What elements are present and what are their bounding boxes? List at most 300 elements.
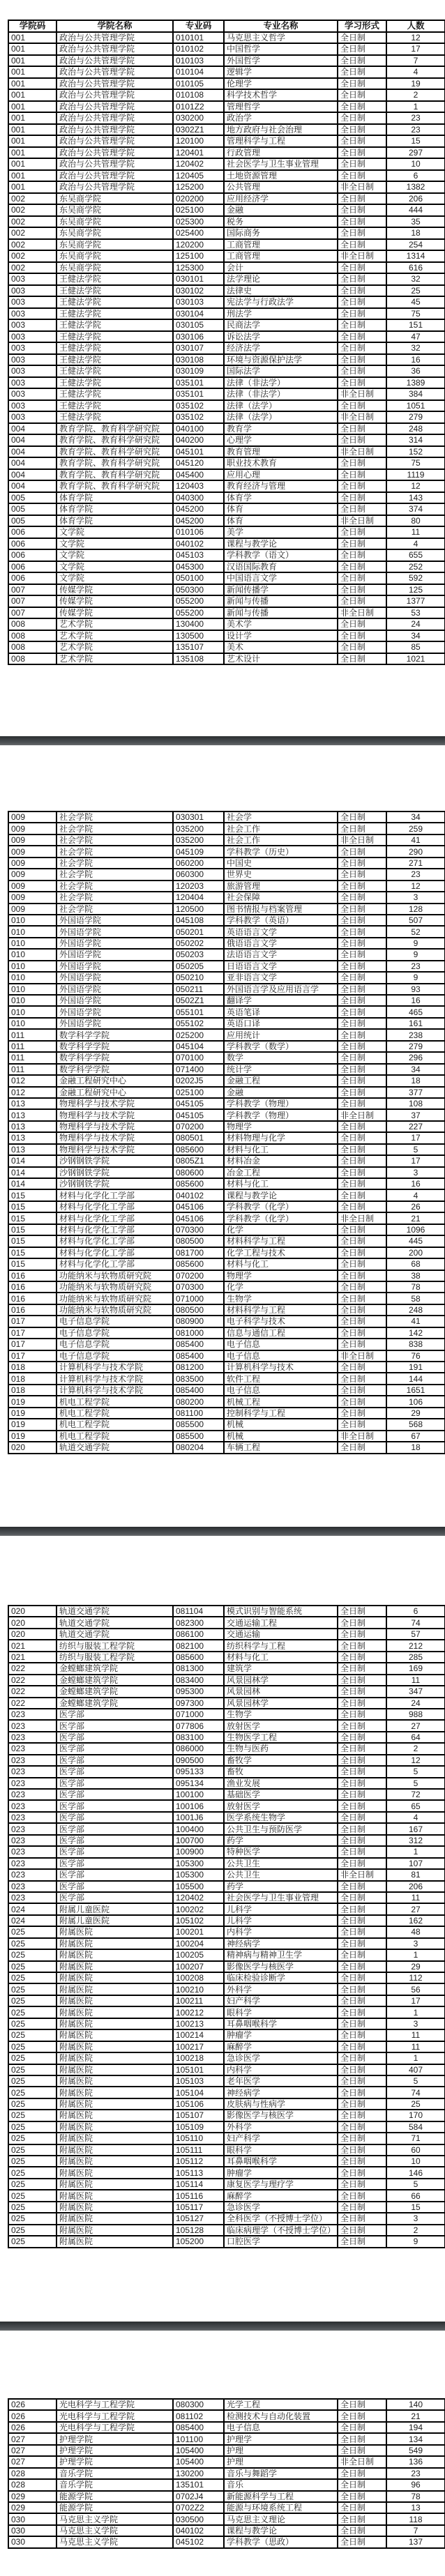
major-code-cell: 090500	[173, 1755, 224, 1766]
headcount-cell: 297	[386, 147, 445, 159]
headcount-cell: 6	[386, 170, 445, 182]
major-name-cell: 应用心理	[224, 469, 338, 481]
table-row	[8, 1892, 445, 1903]
study-form-cell: 全日制	[338, 1766, 386, 1777]
major-code-cell: 105101	[173, 2064, 224, 2075]
college-name-cell: 附属医院	[56, 1926, 173, 1937]
major-name-cell: 美术学	[224, 618, 338, 630]
major-code-cell: 010101	[173, 32, 224, 44]
study-form-cell: 全日制	[338, 1258, 386, 1270]
table-row	[8, 124, 445, 136]
study-form-cell: 全日制	[338, 1167, 386, 1178]
college-code-cell: 010	[8, 972, 56, 983]
college-code-cell: 025	[8, 2190, 56, 2201]
table-row	[8, 995, 445, 1006]
major-code-cell: 100106	[173, 1800, 224, 1811]
study-form-cell: 全日制	[338, 811, 386, 823]
table-row	[8, 1743, 445, 1754]
college-code-cell: 025	[8, 1995, 56, 2006]
major-name-cell: 风景园林学	[224, 1675, 338, 1686]
college-name-cell: 纺织与服装工程学院	[56, 1652, 173, 1663]
headcount-cell: 75	[386, 308, 445, 320]
college-code-cell: 010	[8, 1018, 56, 1029]
college-name-cell: 艺术学院	[56, 653, 173, 665]
study-form-cell: 全日制	[338, 1041, 386, 1052]
study-form-cell: 全日制	[338, 354, 386, 366]
major-code-cell: 045200	[173, 515, 224, 527]
college-code-cell: 021	[8, 1652, 56, 1663]
major-name-cell: 机械	[224, 1419, 338, 1430]
college-name-cell: 附属医院	[56, 2029, 173, 2041]
major-name-cell: 影像医学与核医学	[224, 2110, 338, 2121]
college-name-cell: 附属医院	[56, 2225, 173, 2236]
major-name-cell: 机械工程	[224, 1396, 338, 1407]
headcount-cell: 3	[386, 1167, 445, 1178]
college-code-cell: 012	[8, 1087, 56, 1098]
study-form-cell: 全日制	[338, 938, 386, 949]
major-name-cell: 麻醉学	[224, 2041, 338, 2052]
table-row	[8, 158, 445, 170]
major-code-cell: 085600	[173, 1178, 224, 1189]
major-code-cell: 100217	[173, 2041, 224, 2052]
headcount-cell: 12	[386, 881, 445, 892]
major-code-cell: 130200	[173, 2468, 224, 2479]
college-name-cell: 附属儿童医院	[56, 1903, 173, 1914]
college-name-cell: 物理科学与技术学院	[56, 1098, 173, 1109]
table-row	[8, 1732, 445, 1743]
college-name-cell: 艺术学院	[56, 641, 173, 653]
study-form-cell: 全日制	[338, 1270, 386, 1281]
table-row	[8, 1800, 445, 1811]
college-name-cell: 体育学院	[56, 503, 173, 515]
study-form-cell: 全日制	[338, 216, 386, 228]
major-code-cell: 080500	[173, 1304, 224, 1316]
college-name-cell: 附属医院	[56, 1938, 173, 1949]
major-code-cell: 081300	[173, 1663, 224, 1674]
study-form-cell: 全日制	[338, 1247, 386, 1258]
college-name-cell: 附属医院	[56, 1983, 173, 1995]
major-code-cell: 100218	[173, 2052, 224, 2064]
study-form-cell: 全日制	[338, 32, 386, 44]
headcount-cell: 4	[386, 1189, 445, 1201]
major-name-cell: 公共卫生	[224, 1858, 338, 1869]
headcount-cell: 17	[386, 1995, 445, 2006]
major-code-cell: 045101	[173, 446, 224, 458]
major-name-cell: 学科教学（物理）	[224, 1098, 338, 1109]
table-row	[8, 2087, 445, 2098]
college-name-cell: 功能纳米与软物质研究院	[56, 1304, 173, 1316]
study-form-cell: 全日制	[338, 1926, 386, 1937]
table-row	[8, 1812, 445, 1823]
college-code-cell: 007	[8, 607, 56, 619]
major-code-cell: 083100	[173, 1732, 224, 1743]
major-name-cell: 公共管理	[224, 181, 338, 193]
headcount-cell: 12	[386, 32, 445, 44]
headcount-cell: 18	[386, 1442, 445, 1453]
study-form-cell: 全日制	[338, 892, 386, 903]
major-name-cell: 护理	[224, 2456, 338, 2467]
headcount-cell: 32	[386, 273, 445, 285]
study-form-cell: 全日制	[338, 2144, 386, 2156]
headcount-cell: 169	[386, 1663, 445, 1674]
table-row	[8, 1396, 445, 1407]
college-name-cell: 王健法学院	[56, 400, 173, 412]
table-row	[8, 595, 445, 607]
college-code-cell: 006	[8, 526, 56, 538]
major-name-cell: 美术	[224, 641, 338, 653]
table-row	[8, 1995, 445, 2006]
college-code-cell: 025	[8, 2029, 56, 2041]
study-form-cell: 全日制	[338, 239, 386, 251]
table-row	[8, 1132, 445, 1143]
table-row	[8, 2052, 445, 2064]
table-row	[8, 2121, 445, 2133]
headcount-cell: 1314	[386, 250, 445, 262]
column-header-major-code: 专业码	[173, 20, 224, 32]
college-code-cell: 016	[8, 1281, 56, 1293]
study-form-cell: 全日制	[338, 1419, 386, 1430]
college-name-cell: 附属医院	[56, 2075, 173, 2087]
major-name-cell: 中国哲学	[224, 43, 338, 55]
major-code-cell: 125200	[173, 181, 224, 193]
major-name-cell: 行政管理	[224, 147, 338, 159]
college-name-cell: 材料与化学化工学部	[56, 1212, 173, 1224]
college-code-cell: 007	[8, 595, 56, 607]
study-form-cell: 非全日制	[338, 1431, 386, 1442]
study-form-cell: 全日制	[338, 572, 386, 584]
headcount-cell: 1096	[386, 1224, 445, 1235]
major-name-cell: 电子信息	[224, 2422, 338, 2433]
college-code-cell: 008	[8, 641, 56, 653]
table-row	[8, 446, 445, 458]
college-name-cell: 王健法学院	[56, 377, 173, 389]
college-code-cell: 002	[8, 227, 56, 239]
college-name-cell: 材料与化学化工学部	[56, 1201, 173, 1212]
study-form-cell: 全日制	[338, 1961, 386, 1972]
major-name-cell: 中国史	[224, 858, 338, 869]
college-name-cell: 体育学院	[56, 515, 173, 527]
college-name-cell: 医学部	[56, 1881, 173, 1892]
major-code-cell: 050201	[173, 926, 224, 937]
college-name-cell: 沙钢钢铁学院	[56, 1155, 173, 1166]
headcount-cell: 67	[386, 1431, 445, 1442]
study-form-cell: 全日制	[338, 904, 386, 915]
major-code-cell: 100212	[173, 2006, 224, 2018]
column-header-college-code: 学院码	[8, 20, 56, 32]
headcount-cell: 23	[386, 112, 445, 124]
major-name-cell: 物理学	[224, 1121, 338, 1132]
college-name-cell: 附属医院	[56, 2064, 173, 2075]
table-row	[8, 1006, 445, 1017]
study-form-cell: 全日制	[338, 1800, 386, 1811]
college-name-cell: 王健法学院	[56, 411, 173, 423]
college-name-cell: 功能纳米与软物质研究院	[56, 1281, 173, 1293]
study-form-cell: 全日制	[338, 342, 386, 354]
college-code-cell: 025	[8, 1949, 56, 1960]
major-name-cell: 电子信息	[224, 1350, 338, 1362]
major-name-cell: 材料与化工	[224, 1258, 338, 1270]
college-code-cell: 022	[8, 1675, 56, 1686]
college-code-cell: 001	[8, 101, 56, 113]
college-name-cell: 附属医院	[56, 2202, 173, 2213]
table-row	[8, 1144, 445, 1155]
major-name-cell: 风景园林	[224, 1686, 338, 1697]
college-code-cell: 023	[8, 1858, 56, 1869]
study-form-cell: 全日制	[338, 1087, 386, 1098]
headcount-cell: 34	[386, 630, 445, 642]
table-row	[8, 1789, 445, 1800]
table-row	[8, 273, 445, 285]
headcount-cell: 377	[386, 1087, 445, 1098]
table-row	[8, 319, 445, 331]
college-code-cell: 009	[8, 869, 56, 880]
college-code-cell: 003	[8, 354, 56, 366]
study-form-cell: 全日制	[338, 1903, 386, 1914]
major-code-cell: 055102	[173, 1018, 224, 1029]
major-code-cell: 105110	[173, 2133, 224, 2144]
major-name-cell: 交通运输工程	[224, 1617, 338, 1628]
major-name-cell: 体育	[224, 515, 338, 527]
major-code-cell: 060200	[173, 858, 224, 869]
major-code-cell: 080501	[173, 1132, 224, 1143]
headcount-cell: 23	[386, 961, 445, 972]
headcount-cell: 19	[386, 78, 445, 90]
college-code-cell: 004	[8, 457, 56, 469]
college-code-cell: 023	[8, 1800, 56, 1811]
column-header-headcount: 人数	[386, 20, 445, 32]
study-form-cell: 全日制	[338, 1686, 386, 1697]
study-form-cell: 全日制	[338, 2133, 386, 2144]
major-code-cell: 071000	[173, 1709, 224, 1720]
major-name-cell: 诉讼法学	[224, 331, 338, 343]
major-name-cell: 电子科学与技术	[224, 1316, 338, 1327]
college-code-cell: 026	[8, 2399, 56, 2410]
college-code-cell: 010	[8, 926, 56, 937]
table-row	[8, 1629, 445, 1640]
major-code-cell: 030500	[173, 2513, 224, 2524]
college-code-cell: 001	[8, 55, 56, 67]
study-form-cell: 全日制	[338, 1442, 386, 1453]
college-code-cell: 004	[8, 446, 56, 458]
major-name-cell: 法律（法学）	[224, 400, 338, 412]
major-name-cell: 旅游管理	[224, 881, 338, 892]
college-code-cell: 022	[8, 1698, 56, 1709]
major-name-cell: 妇产科学	[224, 1995, 338, 2006]
college-name-cell: 医学部	[56, 1720, 173, 1731]
college-name-cell: 社会学院	[56, 834, 173, 846]
major-code-cell: 025400	[173, 227, 224, 239]
major-code-cell: 045105	[173, 1109, 224, 1120]
major-code-cell: 120402	[173, 1892, 224, 1903]
major-code-cell: 080600	[173, 1167, 224, 1178]
table-row	[8, 1075, 445, 1086]
table-row	[8, 1258, 445, 1270]
college-name-cell: 轨道交通学院	[56, 1629, 173, 1640]
college-code-cell: 009	[8, 858, 56, 869]
college-name-cell: 金融工程研究中心	[56, 1087, 173, 1098]
college-name-cell: 计算机科学与技术学院	[56, 1373, 173, 1384]
major-name-cell: 音乐	[224, 2479, 338, 2490]
study-form-cell: 全日制	[338, 1652, 386, 1663]
college-name-cell: 金融工程研究中心	[56, 1075, 173, 1086]
major-code-cell: 050203	[173, 949, 224, 960]
headcount-cell: 17	[386, 43, 445, 55]
table-row	[8, 204, 445, 216]
major-name-cell: 马克思主义理论	[224, 2513, 338, 2524]
study-form-cell: 全日制	[338, 377, 386, 389]
study-form-cell: 非全日制	[338, 446, 386, 458]
study-form-cell: 全日制	[338, 595, 386, 607]
major-code-cell: 0702J4	[173, 2491, 224, 2502]
major-code-cell: 085600	[173, 1652, 224, 1663]
major-code-cell: 105109	[173, 2121, 224, 2133]
study-form-cell: 全日制	[338, 630, 386, 642]
major-code-cell: 045400	[173, 469, 224, 481]
college-code-cell: 027	[8, 2456, 56, 2467]
major-name-cell: 药学	[224, 1881, 338, 1892]
table-row	[8, 549, 445, 561]
major-name-cell: 经济法学	[224, 342, 338, 354]
major-name-cell: 渔业发展	[224, 1778, 338, 1789]
table-row	[8, 89, 445, 101]
college-code-cell: 006	[8, 572, 56, 584]
table-row	[8, 147, 445, 159]
major-code-cell: 100400	[173, 1823, 224, 1834]
major-name-cell: 机械	[224, 1431, 338, 1442]
college-name-cell: 计算机科学与技术学院	[56, 1362, 173, 1373]
college-code-cell: 002	[8, 216, 56, 228]
headcount-cell: 76	[386, 1350, 445, 1362]
major-code-cell: 030108	[173, 354, 224, 366]
study-form-cell: 全日制	[338, 881, 386, 892]
college-code-cell: 001	[8, 78, 56, 90]
college-name-cell: 东吴商学院	[56, 204, 173, 216]
study-form-cell: 全日制	[338, 1640, 386, 1651]
study-form-cell: 全日制	[338, 55, 386, 67]
college-code-cell: 015	[8, 1247, 56, 1258]
major-name-cell: 光学工程	[224, 2399, 338, 2410]
college-code-cell: 009	[8, 823, 56, 834]
college-name-cell: 教育学院、教育科学研究院	[56, 423, 173, 435]
table-row	[8, 1961, 445, 1972]
major-code-cell: 105112	[173, 2156, 224, 2167]
table-row	[8, 2179, 445, 2190]
college-code-cell: 011	[8, 1052, 56, 1063]
major-name-cell: 建筑学	[224, 1663, 338, 1674]
major-name-cell: 眼科学	[224, 2144, 338, 2156]
major-code-cell: 050100	[173, 572, 224, 584]
table-row	[8, 2525, 445, 2536]
college-code-cell: 013	[8, 1144, 56, 1155]
study-form-cell: 全日制	[338, 1698, 386, 1709]
table-row	[8, 32, 445, 44]
table-row	[8, 1408, 445, 1419]
table-row	[8, 961, 445, 972]
major-code-cell: 040102	[173, 1189, 224, 1201]
table-row	[8, 135, 445, 147]
table-row	[8, 584, 445, 596]
major-name-cell: 公共卫生	[224, 1869, 338, 1880]
headcount-cell: 285	[386, 1652, 445, 1663]
college-name-cell: 附属医院	[56, 2179, 173, 2190]
major-name-cell: 护理	[224, 2445, 338, 2456]
major-code-cell: 030301	[173, 811, 224, 823]
headcount-cell: 1651	[386, 1385, 445, 1396]
major-code-cell: 035102	[173, 400, 224, 412]
study-form-cell: 全日制	[338, 1327, 386, 1339]
table-row	[8, 1606, 445, 1617]
college-code-cell: 023	[8, 1835, 56, 1846]
major-code-cell: 010103	[173, 55, 224, 67]
major-name-cell: 材料科学与工程	[224, 1235, 338, 1247]
headcount-cell: 167	[386, 1823, 445, 1834]
headcount-cell: 66	[386, 2190, 445, 2201]
college-name-cell: 金螳螂建筑学院	[56, 1686, 173, 1697]
college-name-cell: 王健法学院	[56, 388, 173, 400]
study-form-cell: 全日制	[338, 2536, 386, 2547]
table-row	[8, 1869, 445, 1880]
table-row	[8, 1052, 445, 1063]
table-row	[8, 101, 445, 113]
college-name-cell: 外国语学院	[56, 926, 173, 937]
major-code-cell: 030101	[173, 273, 224, 285]
headcount-cell: 25	[386, 285, 445, 297]
major-name-cell: 临床检验诊断学	[224, 1972, 338, 1983]
study-form-cell: 非全日制	[338, 388, 386, 400]
college-name-cell: 物理科学与技术学院	[56, 1132, 173, 1143]
college-code-cell: 003	[8, 296, 56, 308]
major-name-cell: 心理学	[224, 434, 338, 446]
college-code-cell: 004	[8, 480, 56, 492]
table-row	[8, 216, 445, 228]
study-form-cell: 全日制	[338, 434, 386, 446]
study-form-cell: 全日制	[338, 2399, 386, 2410]
college-name-cell: 医学部	[56, 1789, 173, 1800]
headcount-cell: 78	[386, 2491, 445, 2502]
table-row	[8, 250, 445, 262]
major-code-cell: 135108	[173, 653, 224, 665]
college-code-cell: 010	[8, 961, 56, 972]
table-row	[8, 2536, 445, 2547]
major-name-cell: 法律史	[224, 285, 338, 297]
college-code-cell: 010	[8, 995, 56, 1006]
major-code-cell: 100900	[173, 1846, 224, 1857]
study-form-cell: 全日制	[338, 503, 386, 515]
headcount-cell: 23	[386, 869, 445, 880]
college-name-cell: 社会学院	[56, 823, 173, 834]
major-name-cell: 数学	[224, 1052, 338, 1063]
study-form-cell: 全日制	[338, 1789, 386, 1800]
study-form-cell: 全日制	[338, 101, 386, 113]
major-code-cell: 086100	[173, 1629, 224, 1640]
headcount-cell: 16	[386, 354, 445, 366]
college-code-cell: 003	[8, 331, 56, 343]
college-code-cell: 026	[8, 2422, 56, 2433]
admissions-table-page-2	[8, 811, 445, 1454]
headcount-cell: 9	[386, 938, 445, 949]
headcount-cell: 65	[386, 1800, 445, 1811]
major-name-cell: 学科教学（数学）	[224, 1041, 338, 1052]
college-code-cell: 022	[8, 1686, 56, 1697]
column-header-college-name: 学院名称	[56, 20, 173, 32]
college-code-cell: 019	[8, 1419, 56, 1430]
college-code-cell: 024	[8, 1903, 56, 1914]
major-name-cell: 学科教学（思政）	[224, 2536, 338, 2547]
college-name-cell: 机电工程学院	[56, 1431, 173, 1442]
major-code-cell: 081700	[173, 1247, 224, 1258]
college-code-cell: 020	[8, 1617, 56, 1628]
headcount-cell: 41	[386, 834, 445, 846]
